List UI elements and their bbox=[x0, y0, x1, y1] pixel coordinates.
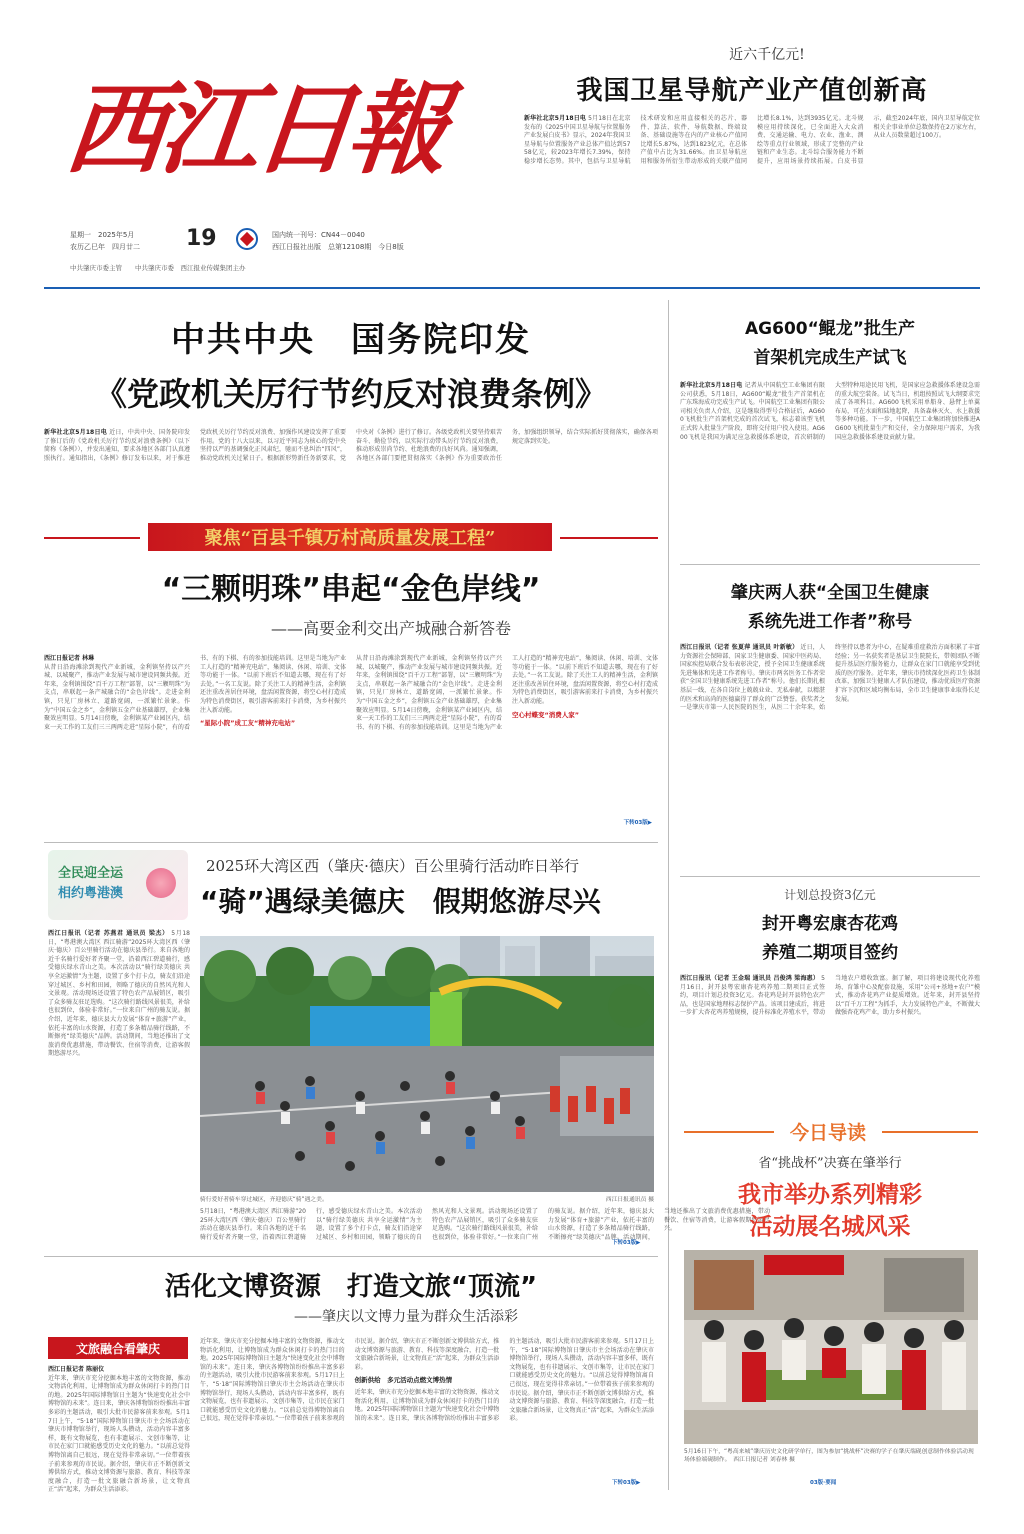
banner-rule-right bbox=[560, 537, 658, 539]
masthead bbox=[44, 40, 514, 280]
ag600-headline-line2: 首架机完成生产试飞 bbox=[753, 348, 907, 368]
ride-badge-line1: 全民迎全运 bbox=[58, 866, 124, 881]
preview-kicker: 省“挑战杯”决赛在肇举行 bbox=[758, 1156, 902, 1171]
ride-badge-line2: 相约粤港澳 bbox=[58, 886, 124, 901]
chicken-kicker: 计划总投资3亿元 bbox=[784, 888, 876, 902]
top-story-headline: 我国卫星导航产业产值创新高 bbox=[576, 76, 928, 106]
health-headline-line2: 系统先进工作者”称号 bbox=[747, 612, 913, 632]
banner-rule-left bbox=[44, 537, 140, 539]
ride-byline: 西江日报讯（记者 苏燕君 通讯员 梁杰） bbox=[48, 930, 169, 937]
issn-line1: 国内统一刊号：CN44－0040 bbox=[272, 231, 365, 239]
torch-icon bbox=[146, 868, 176, 898]
feature1-section2: 空心村蝶变“消费人家” bbox=[512, 710, 580, 719]
ride-text-b: 5月18日，“粤港澳大湾区 西江骑游”2025环大湾区西（肇庆·德庆）百公里骑行活动在德庆县举行。来自各地的近千名骑行爱好者齐聚一堂，沿着西江碧道骑行，感受德庆绿水青山之美。本次活动以“骑行绿美德庆 共享全运激情”为主题，设置了多个打卡点，骑友们沿途穿过城区、乡村和田园，领略了德庆的自然风光和人文景观。活动现场还设置了特色农产品展销区，吸引了众多骑友驻足选购。“这次骑行路线风景很美，补给也很到位，体验非常好。”一位来自广州的骑友说。据介绍，近年来，德庆县大力发展“体育+旅游”产业，依托丰富的山水资源，打造了多条精品骑行线路，不断擦亮“绿美德庆”品牌。活动期间，当地还推出了文旅消费优惠措施，带动餐饮、住宿等消费，让游客假期悠游尽兴。 bbox=[200, 1208, 770, 1241]
issn-block bbox=[272, 229, 512, 253]
feature1-subhead: ——高要金利交出产城融合新答卷 bbox=[270, 619, 511, 638]
feature1-next[interactable]: 下转03版▶ bbox=[623, 820, 652, 826]
sponsor-line: 中共肇庆市委主管 中共肇庆市委 西江报业传媒集团主办 bbox=[70, 264, 246, 272]
chicken-headline-line2: 养殖二期项目签约 bbox=[762, 943, 898, 963]
feature2-text: 近年来，肇庆市充分挖掘本地丰富的文物资源，推动文物活化利用，让博物馆成为群众休闲打卡的热门目的地。2025年国际博物馆日主题为“快速变化社会中博物馆的未来”。连日来，肇庆各博物馆纷纷推出丰富多彩的主题活动，吸引大批市民游客前来参观。5月17日上午，“5·18”国际博物馆日肇庆市主会场活动在肇庆市博物馆举行，现场人头攒动，活动内容丰富多样，既有文物展览，也有非遗展示、文创市集等，让市民在家门口就能感受历史文化的魅力。“以前总觉得博物馆离自己很远，现在觉得非常亲切。”一位带着孩子前来参观的市民说。据介绍，肇庆市正不断创新文博供给方式，推动文博资源与旅游、教育、科技等深度融合，打造一批文旅融合新场景，让文物真正“活”起来，为群众生活添彩。 bbox=[48, 1374, 190, 1494]
lead-headline-line1: 中共中央 国务院印发 bbox=[171, 320, 531, 360]
health-headline-line1: 肇庆两人获“全国卫生健康 bbox=[730, 583, 930, 603]
chicken-story bbox=[680, 880, 980, 1100]
preview-rule-left bbox=[684, 1131, 774, 1133]
date-day: 19 bbox=[186, 226, 217, 251]
chicken-text: 5月16日，封开县粤宏康杏花鸡养殖二期项目正式签约，项目计划总投资3亿元。杏花鸡是封开县特色农产品，也是国家地理标志保护产品。该项目建成后，将进一步扩大杏花鸡养殖规模，提升标准化养殖水平，带动当地农户增收致富。据了解，项目将建设现代化养殖场、育雏中心及配套设施，采用“公司+基地+农户”模式，推动杏花鸡产业提质增效。近年来，封开县坚持以“百千万工程”为抓手，大力发展特色产业，不断做大做强杏花鸡产业，助力乡村振兴。 bbox=[680, 975, 980, 1017]
ride-body-left bbox=[48, 930, 190, 1248]
feature1-headline: “三颗明珠”串起“金色岸线” bbox=[161, 572, 541, 607]
masthead-rule bbox=[44, 287, 980, 289]
special-banner-text: 聚焦“百县千镇万村高质量发展工程” bbox=[204, 528, 496, 549]
feature-1 bbox=[44, 560, 658, 836]
date-line1: 星期一 2025年5月 bbox=[70, 231, 135, 239]
lead-body bbox=[44, 429, 658, 511]
ride-badge bbox=[48, 850, 188, 920]
ride-caption-text: 骑行爱好者骑车穿过城区，齐迎德庆“骑”遇之美。 bbox=[200, 1197, 328, 1203]
preview-headline-line2[interactable]: 活动展名城风采 bbox=[749, 1214, 911, 1240]
top-story bbox=[524, 44, 980, 280]
health-byline: 西江日报讯（记者 张夏萍 通讯员 叶新敏） bbox=[680, 644, 799, 651]
right-divider-1 bbox=[680, 564, 980, 565]
ride-kicker: 2025环大湾区西（肇庆·德庆）百公里骑行活动昨日举行 bbox=[206, 857, 579, 875]
feature2-section: 创新供给 多元活动点燃文博热情 bbox=[354, 1376, 453, 1385]
ride-body-bottom bbox=[200, 1208, 770, 1246]
section-divider-2 bbox=[44, 1256, 658, 1257]
feature2-tag-text: 文旅融合看肇庆 bbox=[75, 1341, 160, 1356]
masthead-title: 西江日報 bbox=[59, 70, 449, 188]
top-story-body bbox=[524, 115, 980, 263]
top-story-kicker: 近六千亿元! bbox=[729, 47, 805, 63]
feature2-body-left bbox=[48, 1366, 190, 1494]
lead-text: 近日，中共中央、国务院印发了修订后的《党政机关厉行节约反对浪费条例》（以下简称《条例》），并发出通知，要求各地区各部门认真遵照执行。通知指出，《条例》修订发布以来，对于推进党政机关厉行节约反对浪费、加强作风建设发挥了重要作用。党的十八大以来，以习近平同志为核心的党中央坚持以严的基调强化正风肃纪，驰而不息纠治“四风”，推动党政机关过紧日子。根据新形势新任务新要求，党中央对《条例》进行了修订。各级党政机关要坚持艰苦奋斗、勤俭节约，以实际行动带头厉行节约反对浪费，推动形成崇尚节约、杜绝浪费的良好风尚。通知强调，各地区各部门要把贯彻落实《条例》作为重要政治任务，加强组织领导，结合实际抓好贯彻落实，确保各项规定落到实处。 bbox=[44, 429, 658, 462]
feature2-text-b: 近年来，肇庆市充分挖掘本地丰富的文物资源，推动文物活化利用，让博物馆成为群众休闲打卡的热门目的地。2025年国际博物馆日主题为“快速变化社会中博物馆的未来”。连日来，肇庆各博物馆纷纷推出丰富多彩的主题活动，吸引大批市民游客前来参观。5月17日上午，“5·18”国际博物馆日肇庆市主会场活动在肇庆市博物馆举行，现场人头攒动，活动内容丰富多样，既有文物展览，也有非遗展示、文创市集等，让市民在家门口就能感受历史文化的魅力。“以前总觉得博物馆离自己很远，现在觉得非常亲切。”一位带着孩子前来参观的市民说。据介绍，肇庆市正不断创新文博供给方式，推动文博资源与旅游、教育、科技等深度融合，打造一批文旅融合新场景，让文物真正“活”起来，为群众生活添彩。 bbox=[200, 1338, 500, 1423]
feature2-headline: 活化文博资源 打造文旅“顶流” bbox=[164, 1272, 538, 1302]
chicken-byline: 西江日报讯（记者 王金瑞 通讯员 吕俊鸿 梁海惠） bbox=[680, 975, 820, 982]
top-story-dateline: 新华社北京5月18日电 bbox=[524, 115, 587, 122]
ride-photo-credit: 西江日报通讯员 摄 bbox=[605, 1197, 654, 1203]
chicken-headline-line1: 封开粤宏康杏花鸡 bbox=[762, 914, 898, 934]
section-divider-1 bbox=[44, 842, 658, 843]
ride-text: 5月18日，“粤港澳大湾区 西江骑游”2025环大湾区西（肇庆·德庆）百公里骑行活动在德庆县举行。来自各地的近千名骑行爱好者齐聚一堂，沿着西江碧道骑行，感受德庆绿水青山之美。本次活动以“骑行绿美德庆 共享全运激情”为主题，设置了多个打卡点，骑友们沿途穿过城区、乡村和田园，领略了德庆的自然风光和人文景观。活动现场还设置了特色农产品展销区，吸引了众多骑友驻足选购。“这次骑行路线风景很美，补给也很到位，体验非常好。”一位来自广州的骑友说。据介绍，近年来，德庆县大力发展“体育+旅游”产业，依托丰富的山水资源，打造了多条精品骑行线路，不断擦亮“绿美德庆”品牌。活动期间，当地还推出了文旅消费优惠措施，带动餐饮、住宿等消费，让游客假期悠游尽兴。 bbox=[48, 930, 190, 1058]
lead-headline-line2: 《党政机关厉行节约反对浪费条例》 bbox=[94, 375, 607, 413]
feature2-body bbox=[200, 1338, 654, 1488]
preview-label: 今日导读 bbox=[789, 1122, 866, 1144]
cycling-crowd-image bbox=[200, 936, 654, 1192]
health-body bbox=[680, 644, 980, 872]
feature2-subhead: ——肇庆以文博力量为群众生活添彩 bbox=[294, 1309, 518, 1325]
date-line2: 农历乙巳年 四月廿二 bbox=[70, 243, 140, 251]
ag600-headline-line1: AG600“鲲龙”批生产 bbox=[745, 319, 915, 339]
lead-story bbox=[44, 298, 658, 503]
preview-caption: 5月16日下午，“粤高来城”肇庆历史文化研学单行，图为参加“挑战杯”决赛的学子在肇庆端砚创意制作体验活动现场体验端砚制作。 西江日报记者 刘春林 摄 bbox=[684, 1449, 974, 1463]
ride-caption bbox=[200, 1194, 654, 1203]
ag600-body bbox=[680, 382, 980, 562]
students-activity-image bbox=[684, 1250, 978, 1444]
preview-rule-right bbox=[882, 1131, 978, 1133]
top-story-text: 5月18日在北京发布的《2025中国卫星导航与位置服务产业发展白皮书》显示，2024年我国卫星导航与位置服务产业总体产值达到5758亿元，较2023年增长7.39%，保持稳步增长态势。其中，包括与卫星导航技术研发和应用直接相关的芯片、器件、算法、软件、导航数据、终端设备、基础设施等在内的产业核心产值同比增长5.87%，达到1823亿元，在总体产值中占比为31.66%。由卫星导航应用和服务所衍生带动形成的关联产值同比增长8.1%，达到3935亿元。北斗规模应用持续深化，已全面进入大众消费、交通运输、电力、农业、渔业、测绘等重点行业领域，形成了完整的产业链和产业生态。北斗综合服务能力不断提升，应用场景持续拓展。白皮书显示，截至2024年底，国内卫星导航定位相关企事业单位总数保持在2万家左右，从业人员数量超过100万。 bbox=[524, 115, 980, 165]
special-banner bbox=[148, 523, 552, 551]
preview-photo bbox=[684, 1250, 978, 1444]
lead-dateline: 新华社北京5月18日电 bbox=[44, 429, 107, 436]
feature2-next[interactable]: 下转03版▶ bbox=[612, 1480, 641, 1486]
feature1-text-b: 从昔日沿海滩涂到现代产业新城，金利镇坚持以产兴城、以城聚产，推动产业发展与城市建设同频共振。近年来，金利镇围绕“百千万工程”部署，以“三颗明珠”为支点，串联起一条产城融合的“金色岸线”。走进金利镇，只见厂房林立、道路宽阔，一派繁忙景象。作为“中国五金之乡”，金利镇五金产业基础雄厚，企业集聚效应明显。5月14日傍晚，金利镇某产业园区内，结束一天工作的工友们三三两两走进“星际小院”，有的看书、有的下棋、有的参加技能培训。这里是当地为产业工人打造的“精神充电站”，集阅读、休闲、培训、文体等功能于一体。“以前下班后不知道去哪，现在有了好去处。”一名工友说。除了关注工人的精神生活，金利镇还注重改善居住环境，盘活闲置资源，将空心村打造成为特色消费街区，吸引游客前来打卡消费，为乡村振兴注入新动能。 bbox=[356, 655, 658, 731]
feature2-byline: 西江日报记者 陈丽仪 bbox=[48, 1366, 105, 1373]
health-text: 近日，人力资源社会保障部、国家卫生健康委、国家中医药局、国家疾控局联合发布表彰决定，授予全国卫生健康系统先进集体和先进工作者称号。肇庆市两名医务工作者荣获“全国卫生健康系统先进工作者”称号。他们长期扎根基层一线，在各自岗位上兢兢业业、无私奉献，以精湛的医术和高尚的医德赢得了群众的广泛赞誉。获奖者之一是肇庆市第一人民医院的医生，从医二十余年来，始终坚持以患者为中心，在疑难重症救治方面积累了丰富经验；另一名获奖者是基层卫生院院长，带领团队不断提升基层医疗服务能力，让群众在家门口就能享受到优质的医疗服务。近年来，肇庆市持续深化医药卫生体制改革，加强卫生健康人才队伍建设，推动优质医疗资源扩容下沉和区域均衡布局，全市卫生健康事业取得长足发展。 bbox=[680, 644, 980, 712]
newspaper-logo-icon bbox=[236, 228, 258, 250]
issn-line2: 西江日报社出版 总第12108期 今日8版 bbox=[272, 243, 404, 251]
ag600-story bbox=[680, 300, 980, 558]
column-rule bbox=[668, 300, 669, 1490]
ag600-dateline: 新华社北京5月18日电 bbox=[680, 382, 743, 389]
preview-headline-line1[interactable]: 我市举办系列精彩 bbox=[738, 1182, 922, 1208]
chicken-body bbox=[680, 975, 980, 1105]
ride-photo bbox=[200, 936, 654, 1192]
right-divider-2 bbox=[680, 876, 980, 877]
feature1-body bbox=[44, 655, 658, 843]
feature2-text-c: 近年来，肇庆市充分挖掘本地丰富的文物资源，推动文物活化利用，让博物馆成为群众休闲打卡的热门目的地。2025年国际博物馆日主题为“快速变化社会中博物馆的未来”。连日来，肇庆各博物馆纷纷推出丰富多彩的主题活动，吸引大批市民游客前来参观。5月17日上午，“5·18”国际博物馆日肇庆市主会场活动在肇庆市博物馆举行，现场人头攒动，活动内容丰富多样，既有文物展览，也有非遗展示、文创市集等，让市民在家门口就能感受历史文化的魅力。“以前总觉得博物馆离自己很远，现在觉得非常亲切。”一位带着孩子前来参观的市民说。据介绍，肇庆市正不断创新文博供给方式，推动文博资源与旅游、教育、科技等深度融合，打造一批文旅融合新场景，让文物真正“活”起来，为群众生活添彩。 bbox=[354, 1338, 654, 1423]
feature1-text: 从昔日沿海滩涂到现代产业新城，金利镇坚持以产兴城、以城聚产，推动产业发展与城市建设同频共振。近年来，金利镇围绕“百千万工程”部署，以“三颗明珠”为支点，串联起一条产城融合的“金色岸线”。走进金利镇，只见厂房林立、道路宽阔，一派繁忙景象。作为“中国五金之乡”，金利镇五金产业基础雄厚，企业集聚效应明显。5月14日傍晚，金利镇某产业园区内，结束一天工作的工友们三三两两走进“星际小院”，有的看书、有的下棋、有的参加技能培训。这里是当地为产业工人打造的“精神充电站”，集阅读、休闲、培训、文体等功能于一体。“以前下班后不知道去哪，现在有了好去处。”一名工友说。除了关注工人的精神生活，金利镇还注重改善居住环境，盘活闲置资源，将空心村打造成为特色消费街区，吸引游客前来打卡消费，为乡村振兴注入新动能。 bbox=[44, 655, 346, 731]
ag600-text: 记者从中国航空工业集团有限公司获悉，5月18日，AG600“鲲龙”批生产首架机在广东珠海成功完成生产试飞。中国航空工业集团有限公司相关负责人介绍，这是继取得型号合格证后，AG600飞机批生产首架机完成的首次试飞，标志着该型飞机正式转入批量生产阶段，即将交付用户投入使用。AG600飞机是我国为满足应急救援体系建设，首次研制的大型特种用途民用飞机，是国家应急救援体系建设急需的重大航空装备。试飞当日，机组按照试飞大纲要求完成了各项科目。AG600飞机采用单船身、悬臂上单翼布局，可在水面和陆地起降，具备森林灭火、水上救援等多种功能。下一步，中国航空工业集团将加快推进AG600飞机批量生产和交付，全力保障用户需求，为我国应急救援体系建设贡献力量。 bbox=[680, 382, 980, 441]
preview-next[interactable]: 03版·要闻 bbox=[810, 1480, 837, 1486]
ride-headline: “骑”遇绿美德庆 假期悠游尽兴 bbox=[200, 885, 601, 918]
health-story bbox=[680, 568, 980, 868]
feature1-byline: 西江日报记者 林琳 bbox=[44, 655, 95, 662]
ride-next[interactable]: 下转03版▶ bbox=[612, 1240, 641, 1246]
feature2-tag bbox=[48, 1337, 188, 1359]
feature1-section1: “星际小院”成工友“精神充电站” bbox=[200, 719, 296, 728]
